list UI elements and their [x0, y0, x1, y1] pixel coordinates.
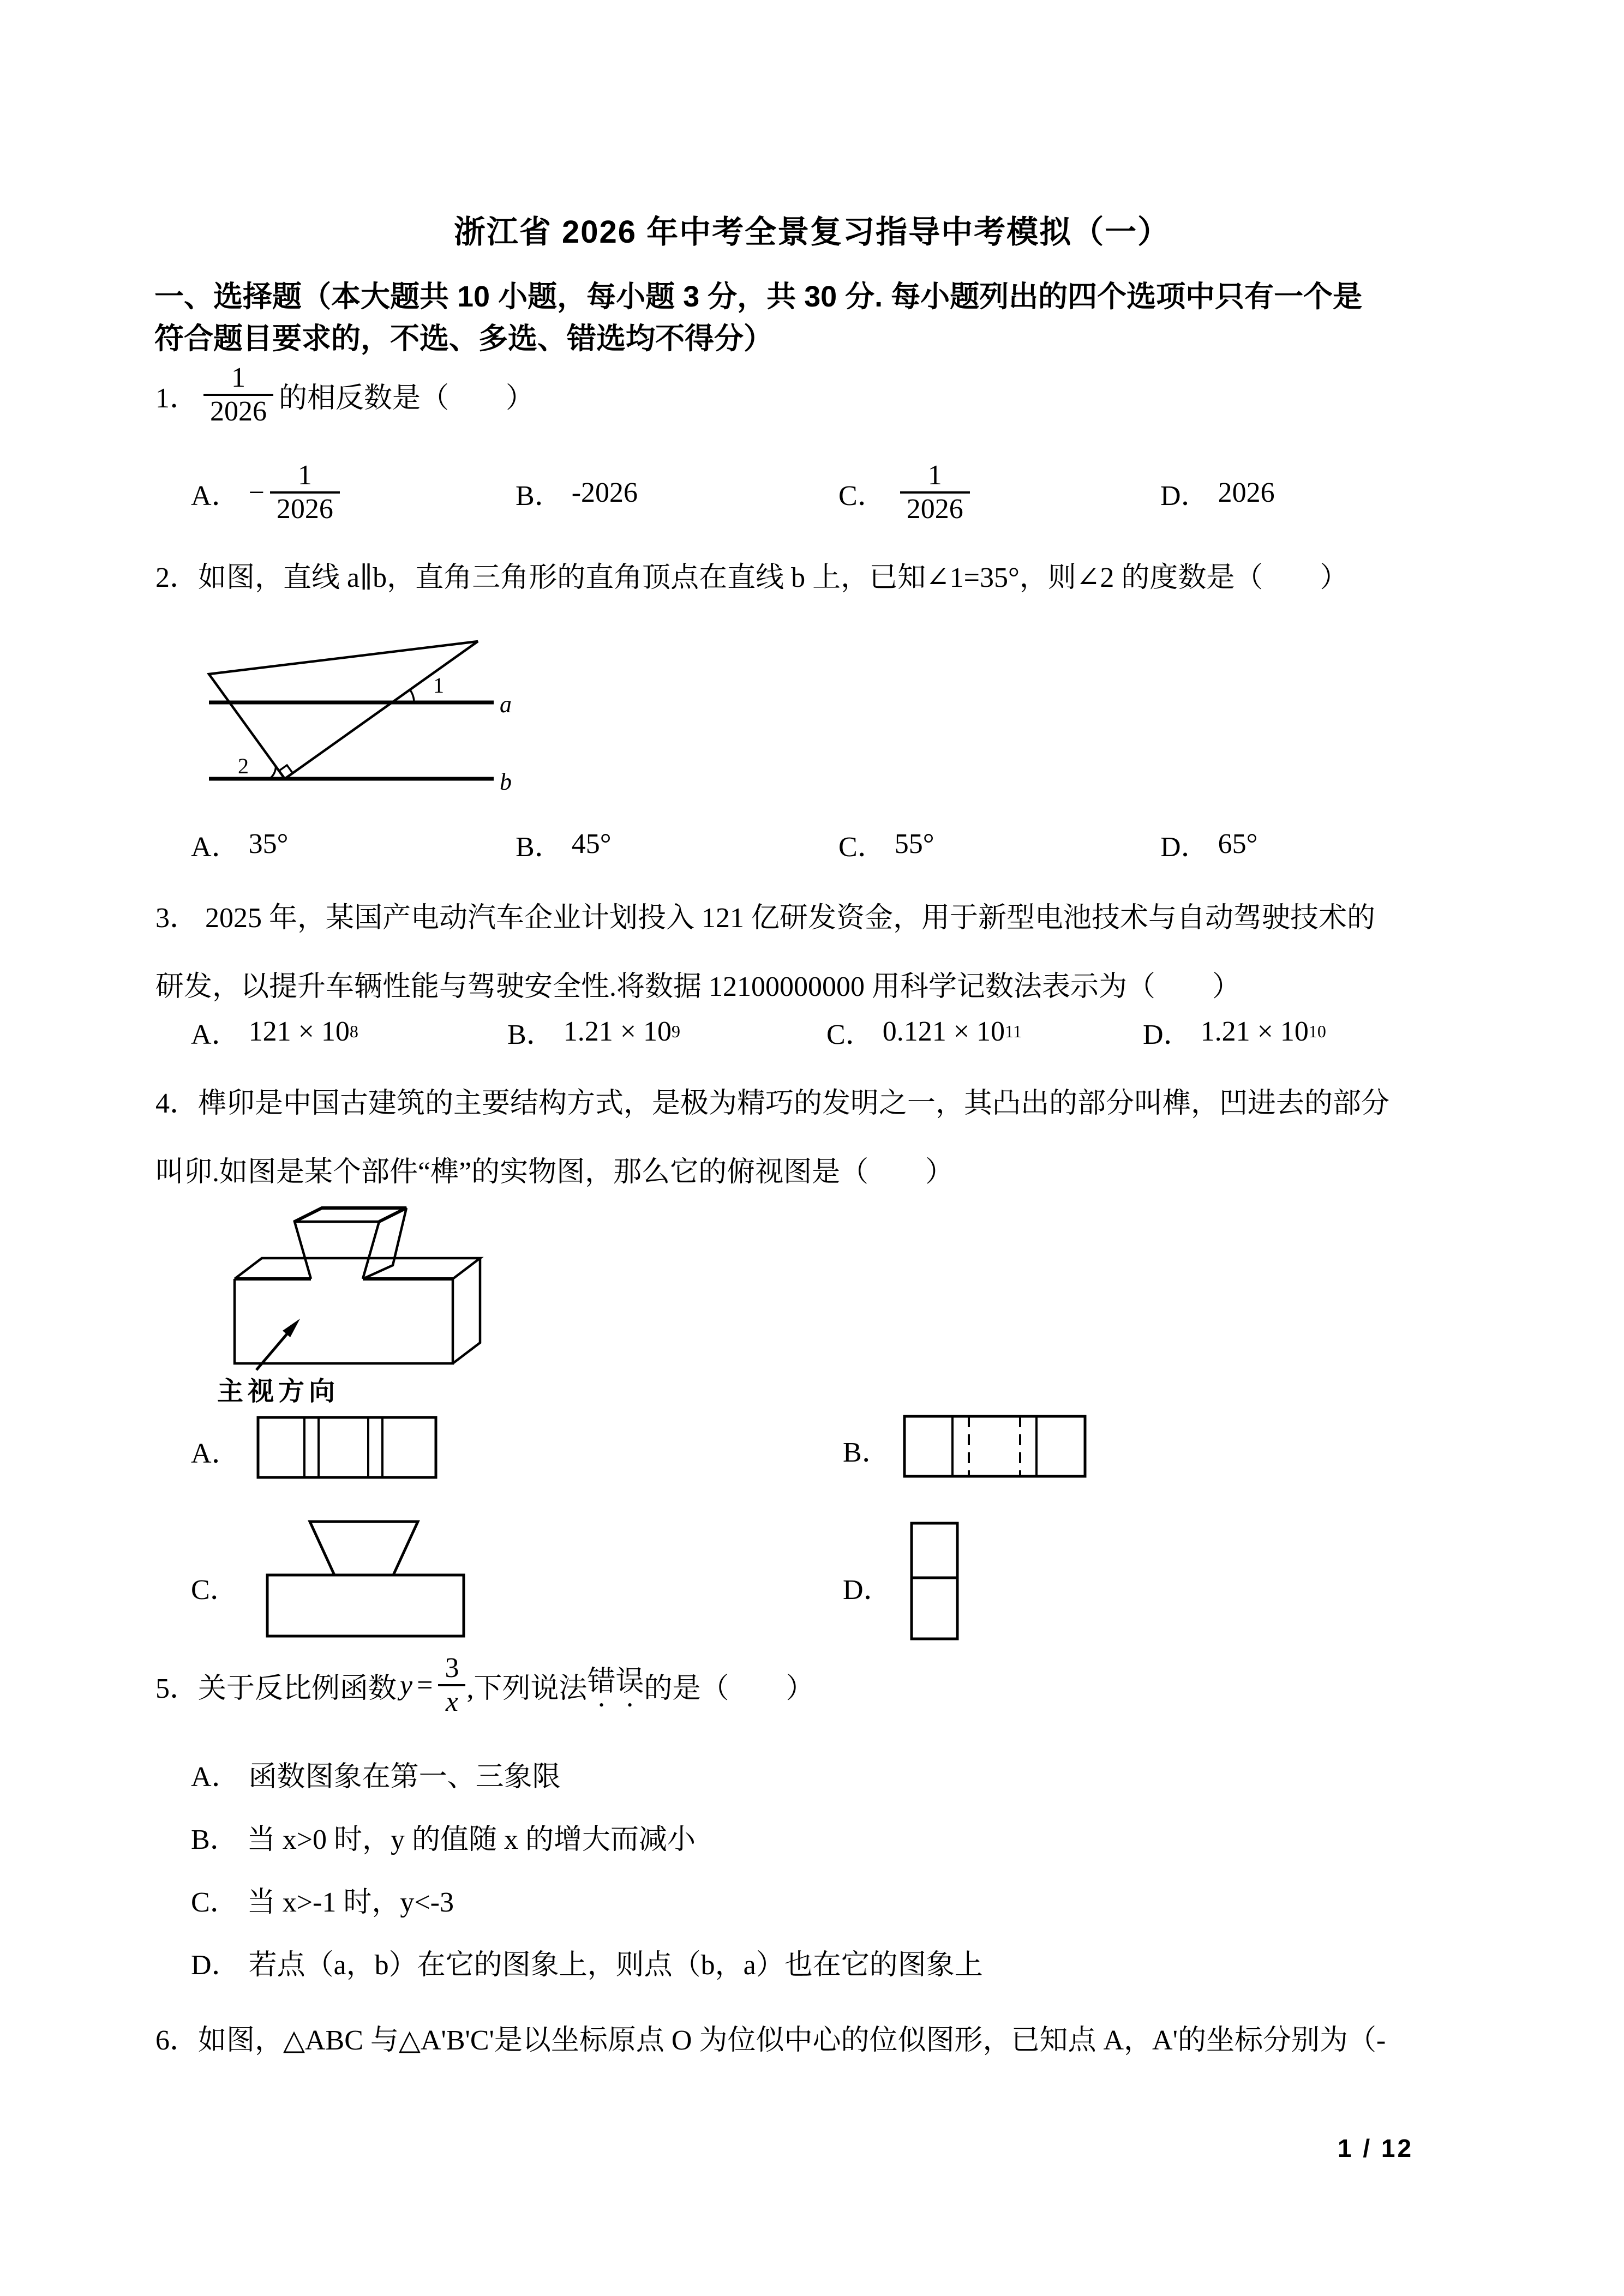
- q5-math-y: y: [400, 1669, 413, 1701]
- angle-2-label: 2: [238, 754, 249, 778]
- option-1a: A． − $\frac{1}{2026}$: [191, 452, 345, 533]
- option-1c-fraction: $\frac{1}{2026}$: [900, 460, 970, 525]
- q4-tenon-3d-figure: [224, 1205, 573, 1374]
- question-1-number: 1．: [155, 382, 199, 414]
- option-4d-label: D．: [843, 1574, 892, 1606]
- question-2-options: [155, 825, 1481, 863]
- option-1a-fraction: $\frac{1}{2026}$: [270, 460, 340, 525]
- option-4b-label: B．: [843, 1437, 890, 1468]
- question-5: [155, 1652, 814, 1718]
- q2-parallel-lines-figure: [202, 632, 518, 824]
- option-2c: C． 55°: [838, 828, 934, 863]
- option-1c: C． $\frac{1}{2026}$: [838, 452, 975, 533]
- option-3a: A． 121 × 10 8: [191, 1015, 358, 1050]
- q4-option-c-figure: [266, 1519, 465, 1638]
- page-number: 1 / 12: [1338, 2134, 1414, 2162]
- option-3d: D． 1.21 × 10 10: [1143, 1015, 1326, 1050]
- option-4a-label: A．: [191, 1438, 240, 1469]
- question-5-text-after: 的是（ ）: [644, 1673, 814, 1704]
- question-5-text-mid: ,下列说法: [466, 1673, 588, 1704]
- section-header-line1: 一、选择题（本大题共 10 小题，每小题 3 分，共 30 分. 每小题列出的四个选项中只有一个是: [154, 280, 1363, 313]
- question-1-fraction: $\frac{1}{2026}$: [203, 362, 273, 428]
- option-5b: B． 当 x>0 时，y 的值随 x 的增大而减小: [191, 1824, 696, 1855]
- option-2b: B． 45°: [516, 828, 612, 863]
- q4-option-a-figure: [256, 1416, 438, 1479]
- line-a-label: a: [500, 691, 512, 718]
- option-2d: D． 65°: [1160, 828, 1258, 863]
- q4-option-d-figure: [910, 1522, 959, 1640]
- option-3c: C． 0.121 × 10 11: [826, 1015, 1022, 1050]
- question-3-options: [155, 1007, 1481, 1056]
- q5-math-equals: =: [417, 1669, 433, 1701]
- question-5-emphasized: 错误: [587, 1666, 644, 1697]
- option-1b: B． -2026: [516, 477, 638, 512]
- option-5d: D． 若点（a，b）在它的图象上，则点（b，a）也在它的图象上: [191, 1950, 983, 1981]
- question-4-line2: 叫卯.如图是某个部件“榫”的实物图，那么它的俯视图是（ ）: [155, 1157, 954, 1188]
- angle-1-label: 1: [433, 673, 444, 698]
- line-b-label: b: [500, 768, 512, 795]
- section-header-line2: 符合题目要求的，不选、多选、错选均不得分）: [154, 322, 773, 355]
- page-title: 浙江省 2026 年中考全景复习指导中考模拟（一）: [453, 214, 1171, 250]
- question-3-line1: 3． 2025 年，某国产电动汽车企业计划投入 121 亿研发资金，用于新型电池技术与自动驾驶技术的: [155, 903, 1376, 934]
- question-1: [155, 362, 534, 428]
- question-6: 6．如图，△ABC 与△A'B'C'是以坐标原点 O 为位似中心的位似图形，已知点 A，A'的坐标分别为（-: [155, 2025, 1386, 2056]
- question-2: 2．如图，直线 a∥b，直角三角形的直角顶点在直线 b 上，已知∠1=35°，则∠2 的度数是（ ）: [155, 562, 1349, 593]
- option-4c-label: C．: [191, 1574, 238, 1606]
- option-3b: B． 1.21 × 10 9: [507, 1015, 681, 1050]
- section-header: [154, 276, 1480, 359]
- question-5-text-before: 5．关于反比例函数: [155, 1673, 397, 1704]
- option-2a: A． 35°: [191, 828, 289, 863]
- question-1-text: 的相反数是（ ）: [279, 382, 535, 414]
- option-1d: D． 2026: [1160, 477, 1275, 512]
- q4-option-b-figure: [903, 1415, 1087, 1478]
- q5-fraction: $\frac{3}{x}$: [438, 1652, 465, 1718]
- question-4-line1: 4．榫卯是中国古建筑的主要结构方式，是极为精巧的发明之一，其凸出的部分叫榫，凹进去的部分: [155, 1088, 1390, 1119]
- option-5c: C． 当 x>-1 时，y<-3: [191, 1887, 454, 1918]
- option-5a: A． 函数图象在第一、三象限: [191, 1762, 561, 1793]
- question-3-line2: 研发，以提升车辆性能与驾驶安全性.将数据 12100000000 用科学记数法表示为（ ）: [155, 971, 1241, 1002]
- view-direction-label: 主视方向: [217, 1377, 340, 1406]
- question-1-options: [155, 452, 1481, 533]
